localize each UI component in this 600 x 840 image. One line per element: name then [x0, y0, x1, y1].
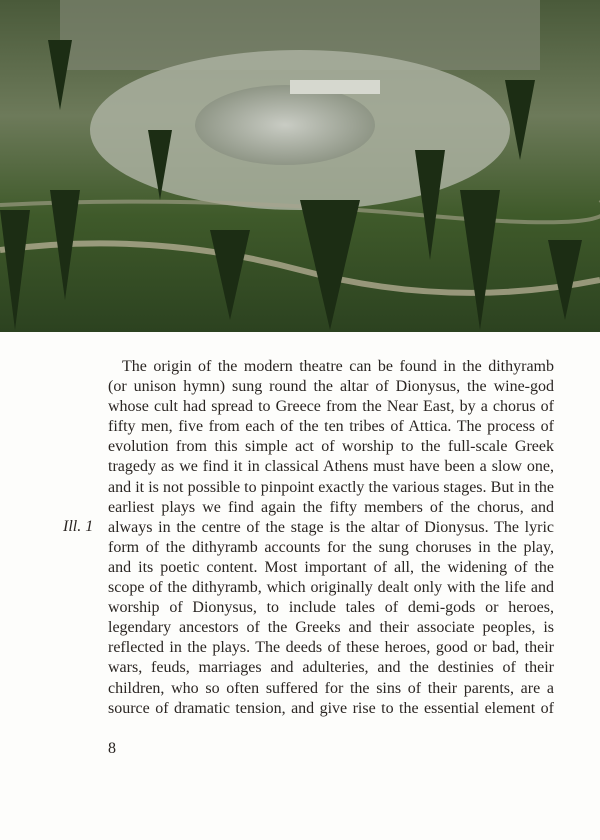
body-line: and it is not possible to pinpoint exactly the various stages. But in the — [108, 478, 554, 496]
body-line: fifty men, five from each of the ten tribes of Attica. The process of — [108, 418, 554, 436]
page-number: 8 — [108, 740, 116, 757]
body-line: earliest plays we find again the fifty members of the chorus, and — [108, 498, 554, 516]
body-line: The origin of the modern theatre can be found in the dithyramb — [122, 358, 554, 375]
body-line: legendary ancestors of the Greeks and their associate peoples, is — [108, 619, 554, 637]
body-line: children, who so often suffered for the sins of their parents, are a — [108, 679, 554, 697]
body-line: (or unison hymn) sung round the altar of Dionysus, the wine-god — [108, 378, 554, 396]
body-line: and its poetic content. Most important of all, the widening of the — [108, 558, 554, 576]
body-line: always in the centre of the stage is the altar of Dionysus. The lyric — [108, 518, 554, 536]
illustration-reference: Ill. 1 — [63, 518, 94, 535]
body-text — [108, 357, 554, 719]
body-line: worship of Dionysus, to include tales of demi-gods or heroes, — [108, 599, 554, 617]
body-line: evolution from this simple act of worship to the full-scale Greek — [108, 438, 554, 456]
body-line: whose cult had spread to Greece from the Near East, by a chorus of — [108, 398, 554, 416]
body-line: scope of the dithyramb, which originally dealt only with the life and — [108, 579, 554, 597]
body-line: wars, feuds, marriages and adulteries, and the destinies of their — [108, 659, 554, 677]
body-line: reflected in the plays. The deeds of these heroes, good or bad, their — [108, 639, 554, 657]
body-line: source of dramatic tension, and give rise to the essential element of — [108, 699, 554, 717]
body-line: tragedy as we find it in classical Athens must have been a slow one, — [108, 458, 554, 476]
body-line: form of the dithyramb accounts for the sung choruses in the play, — [108, 538, 554, 556]
theatre-photo — [0, 0, 600, 332]
